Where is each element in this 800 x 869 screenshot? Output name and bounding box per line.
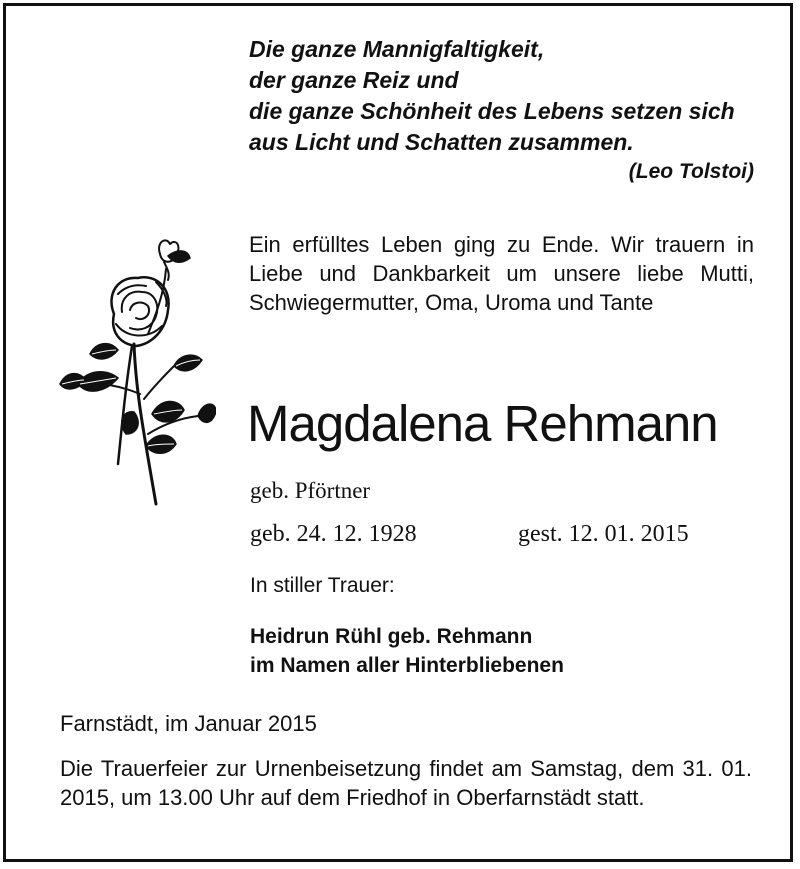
- maiden-name: geb. Pförtner: [250, 478, 371, 503]
- quote-block: [249, 34, 754, 187]
- life-dates: [250, 518, 750, 550]
- mourning-label: In stiller Trauer:: [250, 574, 395, 597]
- quote-line: aus Licht und Schatten zusammen.: [249, 129, 634, 155]
- quote-author: (Leo Tolstoi): [628, 160, 754, 183]
- signers-block: [250, 622, 564, 680]
- signer-line: Heidrun Rühl geb. Rehmann: [250, 625, 533, 648]
- death-date: gest. 12. 01. 2015: [518, 521, 689, 547]
- obituary-frame: [3, 3, 793, 862]
- signer-line: im Namen aller Hinterbliebenen: [250, 654, 564, 677]
- quote-line: Die ganze Mannigfaltigkeit,: [249, 36, 545, 62]
- funeral-notice: Die Trauerfeier zur Urnenbeisetzung findet am Samstag, dem 31. 01. 2015, um 13.00 Uhr auf dem Friedhof in Oberfarnstädt statt.: [60, 756, 752, 810]
- birth-date: geb. 24. 12. 1928: [250, 521, 417, 547]
- quote-line: der ganze Reiz und: [249, 67, 459, 93]
- quote-line: die ganze Schönheit des Lebens setzen sich: [249, 98, 735, 124]
- intro-text: Ein erfülltes Leben ging zu Ende. Wir trauern in Liebe und Dankbarkeit um unsere liebe Mutti, Schwiegermutter, Oma, Uroma und Tante: [249, 232, 754, 315]
- deceased-name: Magdalena Rehmann: [247, 395, 718, 452]
- place-date: Farnstädt, im Januar 2015: [60, 711, 317, 736]
- rose-icon: [56, 234, 216, 509]
